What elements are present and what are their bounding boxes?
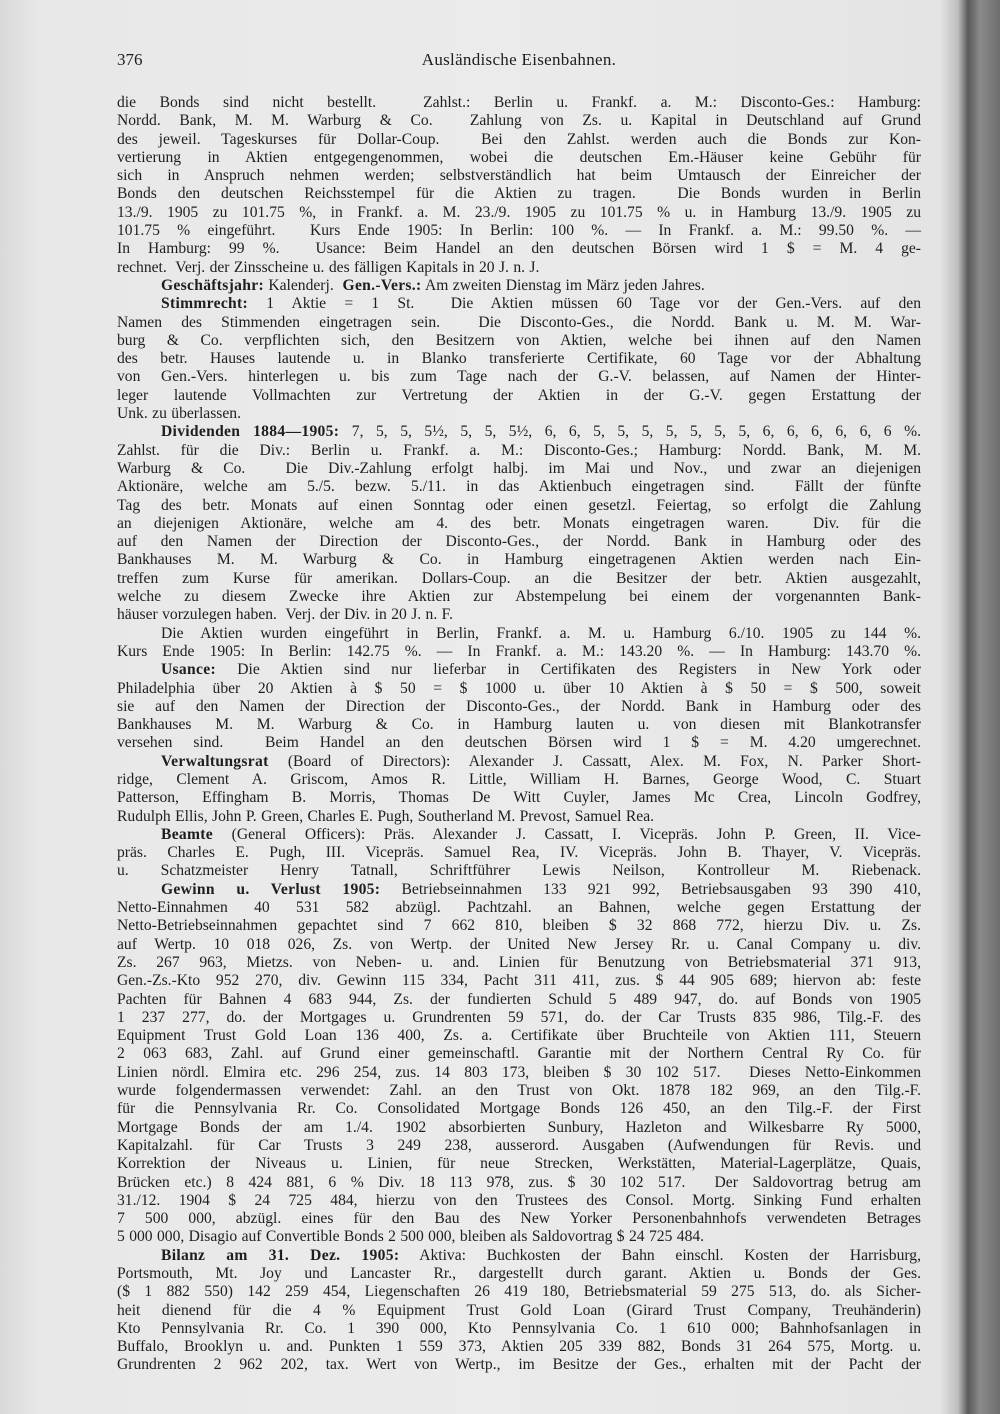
text-run: Kapitalzahl. für Car Trusts 3 249 238, ausserord. Ausgaben (Aufwendungen für Revis. und	[117, 1136, 921, 1154]
text-run: welche zu diesem Zwecke ihre Aktien zur Abstempelung bei einem der vorgenannten Bank-	[117, 588, 921, 606]
text-run: 5 000 000, Disagio auf Convertible Bonds 2 500 000, bleiben als Saldovortrag $ 24 725 484.	[117, 1228, 705, 1246]
text-run: 1 237 277, do. der Mortgages u. Grundrenten 59 571, do. der Car Trusts 835 986, Tilg.-F. des	[117, 1008, 921, 1026]
text-line	[117, 368, 921, 386]
text-run: an diejenigen Aktionäre, welche am 4. des betr. Monats eingetragen waren. Div. für die	[117, 514, 921, 532]
text-line	[117, 1100, 921, 1118]
text-run: 7, 5, 5, 5½, 5, 5, 5½, 6, 6, 5, 5, 5, 5, 5, 5, 5, 6, 6, 6, 6, 6, 6 %.	[339, 423, 921, 441]
text-run: Kto Pennsylvania Rr. Co. 1 390 000, Kto Pennsylvania Co. 1 610 000; Bahnhofsanlagen in	[117, 1319, 921, 1337]
page-number: 376	[117, 50, 143, 69]
text-run: Brücken etc.) 8 424 881, 6 % Div. 18 113 978, zus. $ 30 102 517. Der Saldovortrag betrug am	[117, 1173, 921, 1191]
text-line	[117, 1338, 921, 1356]
text-run: 13./9. 1905 zu 101.75 %, in Frankf. a. M. 23./9. 1905 zu 101.75 % u. in Hamburg 13./9. 1905 zu	[117, 203, 921, 221]
text-run: auf Wertp. 10 018 026, Zs. von Wertp. der United New Jersey Rr. u. Canal Company u. div.	[117, 935, 921, 953]
text-line	[117, 442, 921, 460]
text-run: von Gen.-Vers. hinterlegen u. bis zum Tage nach der G.-V. belassen, auf Namen der Hinter-	[117, 368, 921, 386]
running-title: Ausländische Eisenbahnen.	[421, 50, 617, 69]
text-line	[117, 826, 921, 844]
text-run: Portsmouth, Mt. Joy und Lancaster Rr., dargestellt durch garant. Aktien u. Bonds der Ges.	[117, 1265, 921, 1282]
text-line	[117, 387, 921, 405]
text-run: Linien nördl. Elmira etc. 296 254, zus. 14 803 173, bleiben $ 30 102 517. Dieses Netto-Einkommen	[117, 1063, 921, 1081]
text-run: Bonds den deutschen Reichsstempel für die Aktien zu tragen. Die Bonds wurden in Berlin	[117, 185, 921, 203]
text-line	[117, 1045, 921, 1063]
text-line	[117, 460, 921, 478]
text-line	[117, 625, 921, 643]
text-line	[117, 789, 921, 807]
text-run: Buffalo, Brooklyn u. and. Punkten 1 559 373, Aktien 205 339 882, Bonds 31 264 575, Mortg. u.	[117, 1338, 921, 1356]
text-run: Die Aktien wurden eingeführt in Berlin, Frankf. a. M. u. Hamburg 6./10. 1905 zu 144 %.	[161, 624, 921, 642]
text-line	[117, 588, 921, 606]
text-line	[117, 1082, 921, 1100]
text-run: Patterson, Effingham B. Morris, Thomas De Witt Cuyler, James Mc Crea, Lincoln Godfrey,	[117, 789, 921, 807]
text-line	[117, 972, 921, 990]
text-line	[117, 1174, 921, 1192]
text-line	[117, 1228, 921, 1246]
text-line	[117, 1265, 921, 1283]
text-run: Betriebseinnahmen 133 921 992, Betriebsausgaben 93 390 410,	[380, 880, 921, 898]
text-line	[117, 149, 921, 167]
text-run: rechnet. Verj. der Zinsscheine u. des fälligen Kapitals in 20 J. n. J.	[117, 258, 540, 276]
section-heading: Verwaltungsrat	[161, 752, 269, 770]
text-line	[117, 1027, 921, 1045]
text-line	[117, 350, 921, 368]
text-run: Kalenderj.	[263, 276, 343, 294]
text-line	[117, 753, 921, 771]
section-heading: Dividenden 1884—1905:	[161, 423, 340, 441]
section-heading: Beamte	[161, 825, 214, 843]
text-line	[117, 991, 921, 1009]
text-line	[117, 862, 921, 880]
text-run: burg & Co. verpflichten sich, den Besitzern von Aktien, welche bei ihnen auf den Namen	[117, 331, 921, 349]
text-run: vertierung in Aktien entgegengenommen, wobei die deutschen Em.-Häuser keine Gebühr für	[117, 148, 921, 166]
section-heading: Stimmrecht:	[161, 295, 249, 313]
text-line	[117, 259, 921, 277]
text-run: wurde folgendermassen verwendet: Zahl. an den Trust von Okt. 1878 182 969, an den Tilg.-F.	[117, 1082, 921, 1100]
text-run: Equipment Trust Gold Loan 136 400, Zs. a. Certifikate über Bruchteile von Aktien 111, Steuern	[117, 1027, 921, 1045]
text-line	[117, 1192, 921, 1210]
text-run: versehen sind. Beim Handel an den deutschen Börsen wird 1 $ = M. 4.20 umgerechnet.	[117, 734, 921, 752]
text-run: Netto-Betriebseinnahmen gepachtet sind 7 662 810, bleiben $ 32 868 772, hierzu Div. u. Zs.	[117, 917, 921, 935]
text-line	[117, 185, 921, 203]
text-line	[117, 204, 921, 222]
text-run: treffen zum Kurse für amerikan. Dollars-Coup. an die Besitzer der betr. Aktien ausgezahlt,	[117, 569, 921, 587]
text-run: Netto-Einnahmen 40 531 582 abzügl. Pachtzahl. an Bahnen, welche gegen Erstattung der	[117, 899, 921, 917]
text-line	[117, 771, 921, 789]
text-run: 1 Aktie = 1 St. Die Aktien müssen 60 Tage vor der Gen.-Vers. auf den	[248, 295, 921, 313]
text-line	[117, 295, 921, 313]
text-line	[117, 954, 921, 972]
text-line	[117, 1356, 921, 1374]
text-run: leger lautende Vollmachten zur Vertretung der Aktien in der G.-V. gegen Erstattung der	[117, 386, 921, 404]
text-line	[117, 332, 921, 350]
text-run: Zs. 267 963, Mietzs. von Neben- u. and. Linien für Benutzung von Betriebsmaterial 371 913,	[117, 953, 921, 971]
text-run: des jeweil. Tageskurses für Dollar-Coup. Bei den Zahlst. werden auch die Bonds zur Kon-	[117, 130, 921, 148]
text-line	[117, 844, 921, 862]
section-heading: Usance:	[161, 661, 216, 679]
text-line	[117, 1009, 921, 1027]
text-run: Am zweiten Dienstag im März jeden Jahres.	[421, 276, 705, 294]
text-run: Bankhauses M. M. Warburg & Co. in Hamburg lauten u. von diesen mit Blankotransfer	[117, 716, 921, 734]
page-header	[117, 50, 921, 74]
text-run: die Bonds sind nicht bestellt. Zahlst.: Berlin u. Frankf. a. M.: Disconto-Ges.: Hamburg:	[117, 94, 921, 111]
text-run: ridge, Clement A. Griscom, Amos R. Little, William H. Barnes, George Wood, C. Stuart	[117, 770, 921, 788]
text-line	[117, 478, 921, 496]
text-run: Die Aktien sind nur lieferbar in Certifikaten des Registers in New York oder	[215, 661, 921, 679]
text-line	[117, 881, 921, 899]
text-line	[117, 661, 921, 679]
text-line	[117, 423, 921, 441]
document-body	[117, 94, 921, 1375]
text-run: Zahlst. für die Div.: Berlin u. Frankf. a. M.: Disconto-Ges.; Hamburg: Nordd. Bank, M. M.	[117, 441, 921, 459]
text-line	[117, 936, 921, 954]
text-line	[117, 1320, 921, 1338]
text-line	[117, 1064, 921, 1082]
text-line	[117, 808, 921, 826]
text-run: 7 500 000, abzügl. eines für den Bau des New Yorker Personenbahnhofs verwendeten Betrages	[117, 1210, 921, 1228]
text-run: sich in Anspruch nehmen werden; selbstverständlich hat beim Umtausch der Einreicher der	[117, 167, 921, 185]
text-line	[117, 1210, 921, 1228]
text-line	[117, 94, 921, 112]
text-line	[117, 515, 921, 533]
text-run: 31./12. 1904 $ 24 725 484, hierzu von den Trustees des Consol. Mortg. Sinking Fund erhalten	[117, 1191, 921, 1209]
text-run: u. Schatzmeister Henry Tatnall, Schriftführer Lewis Neilson, Kontrolleur M. Riebenack.	[117, 862, 921, 880]
text-line	[117, 1119, 921, 1137]
text-run: Bankhauses M. M. Warburg & Co. in Hamburg eingetragenen Aktien werden nach Ein-	[117, 551, 921, 569]
text-line	[117, 1247, 921, 1265]
text-run: Unk. zu überlassen.	[117, 405, 241, 423]
text-line	[117, 734, 921, 752]
section-heading: Gen.-Vers.:	[342, 276, 422, 294]
text-run: präs. Charles E. Pugh, III. Vicepräs. Samuel Rea, IV. Vicepräs. John B. Thayer, V. Vicepräs.	[117, 844, 921, 862]
text-run: In Hamburg: 99 %. Usance: Beim Handel an den deutschen Börsen wird 1 $ = M. 4 ge-	[117, 240, 921, 258]
text-run: Aktiva: Buchkosten der Bahn einschl. Kosten der Harrisburg,	[399, 1246, 921, 1264]
text-line	[117, 680, 921, 698]
text-line	[117, 551, 921, 569]
section-heading: Bilanz am 31. Dez. 1905:	[161, 1246, 400, 1264]
text-line	[117, 497, 921, 515]
text-line	[117, 314, 921, 332]
text-line	[117, 917, 921, 935]
text-run: häuser vorzulegen haben. Verj. der Div. in 20 J. n. F.	[117, 606, 453, 624]
text-run: (General Officers): Präs. Alexander J. Cassatt, I. Vicepräs. John P. Green, II. Vice-	[213, 825, 921, 843]
section-heading: Geschäftsjahr:	[161, 276, 264, 294]
text-run: Aktionäre, welche am 5./5. bezw. 5./11. in das Aktienbuch eingetragen sind. Fällt der fünfte	[117, 478, 921, 496]
text-line	[117, 277, 921, 295]
text-line	[117, 1155, 921, 1173]
text-run: des betr. Hauses lautende u. in Blanko transferierte Certifikate, 60 Tage vor der Abhaltung	[117, 350, 921, 368]
text-line	[117, 643, 921, 661]
text-line	[117, 533, 921, 551]
text-line	[117, 716, 921, 734]
text-run: Korrektion der Niveaus u. Linien, für neue Strecken, Werkstätten, Material-Lagerplätze, Quais,	[117, 1155, 921, 1173]
text-run: Gen.-Zs.-Kto 952 270, div. Gewinn 115 334, Pacht 311 411, zus. $ 44 905 689; hiervon ab: feste	[117, 972, 921, 990]
section-heading: Gewinn u. Verlust 1905:	[161, 880, 381, 898]
text-line	[117, 222, 921, 240]
text-run: Namen des Stimmenden eingetragen sein. Die Disconto-Ges., die Nordd. Bank u. M. M. War-	[117, 313, 921, 331]
text-run: Pachten für Bahnen 4 683 944, Zs. der fundierten Schuld 5 489 947, do. auf Bonds von 1905	[117, 990, 921, 1008]
text-run: Tag des betr. Monats auf einen Sonntag oder einen gesetzl. Feiertag, so erfolgt die Zahlung	[117, 496, 921, 514]
text-run: ($ 1 882 550) 142 259 454, Liegenschaften 26 419 180, Betriebsmaterial 59 275 513, do. als Sicher-	[117, 1283, 921, 1301]
text-run: (Board of Directors): Alexander J. Cassatt, Alex. M. Fox, N. Parker Short-	[268, 752, 921, 770]
text-run: für die Pennsylvania Rr. Co. Consolidated Mortgage Bonds 126 450, an den Tilg.-F. der First	[117, 1100, 921, 1118]
text-line	[117, 405, 921, 423]
text-run: Philadelphia über 20 Aktien à $ 50 = $ 1000 u. über 10 Aktien à $ 50 = $ 500, soweit	[117, 679, 921, 697]
text-run: Nordd. Bank, M. M. Warburg & Co. Zahlung von Zs. u. Kapital in Deutschland auf Grund	[117, 112, 921, 130]
text-run: Rudulph Ellis, John P. Green, Charles E. Pugh, Southerland M. Prevost, Samuel Rea.	[117, 807, 655, 825]
text-line	[117, 131, 921, 149]
text-run: 101.75 % eingeführt. Kurs Ende 1905: In Berlin: 100 %. — In Frankf. a. M.: 99.50 %. —	[117, 222, 921, 240]
text-line	[117, 606, 921, 624]
text-line	[117, 570, 921, 588]
text-run: Kurs Ende 1905: In Berlin: 142.75 %. — In Frankf. a. M.: 143.20 %. — In Hamburg: 143.70 %.	[117, 642, 921, 660]
text-line	[117, 112, 921, 130]
text-line	[117, 167, 921, 185]
text-run: sie auf den Namen der Direction der Disconto-Ges., der Nordd. Bank in Hamburg oder des	[117, 697, 921, 715]
text-line	[117, 698, 921, 716]
text-line	[117, 899, 921, 917]
text-run: heit dienend für die 4 % Equipment Trust Gold Loan (Girard Trust Company, Treuhänderin)	[117, 1301, 921, 1319]
text-line	[117, 1137, 921, 1155]
text-line	[117, 1283, 921, 1301]
text-line	[117, 240, 921, 258]
text-run: 2 063 683, Zahl. auf Grund einer gemeinschaftl. Garantie mit der Northern Central Ry Co. für	[117, 1045, 921, 1063]
text-run: auf den Namen der Direction der Disconto-Ges., der Nordd. Bank in Hamburg oder des	[117, 533, 921, 551]
text-run: Warburg & Co. Die Div.-Zahlung erfolgt halbj. im Mai und Nov., und zwar an diejenigen	[117, 459, 921, 477]
text-run: Grundrenten 2 962 202, tax. Wert von Wertp., im Besitze der Ges., erhalten mit der Pacht der	[117, 1356, 921, 1374]
text-line	[117, 1302, 921, 1320]
text-run: Mortgage Bonds der am 1./4. 1902 absorbierten Sunbury, Hazleton and Wilkesbarre Ry 5000,	[117, 1118, 921, 1136]
